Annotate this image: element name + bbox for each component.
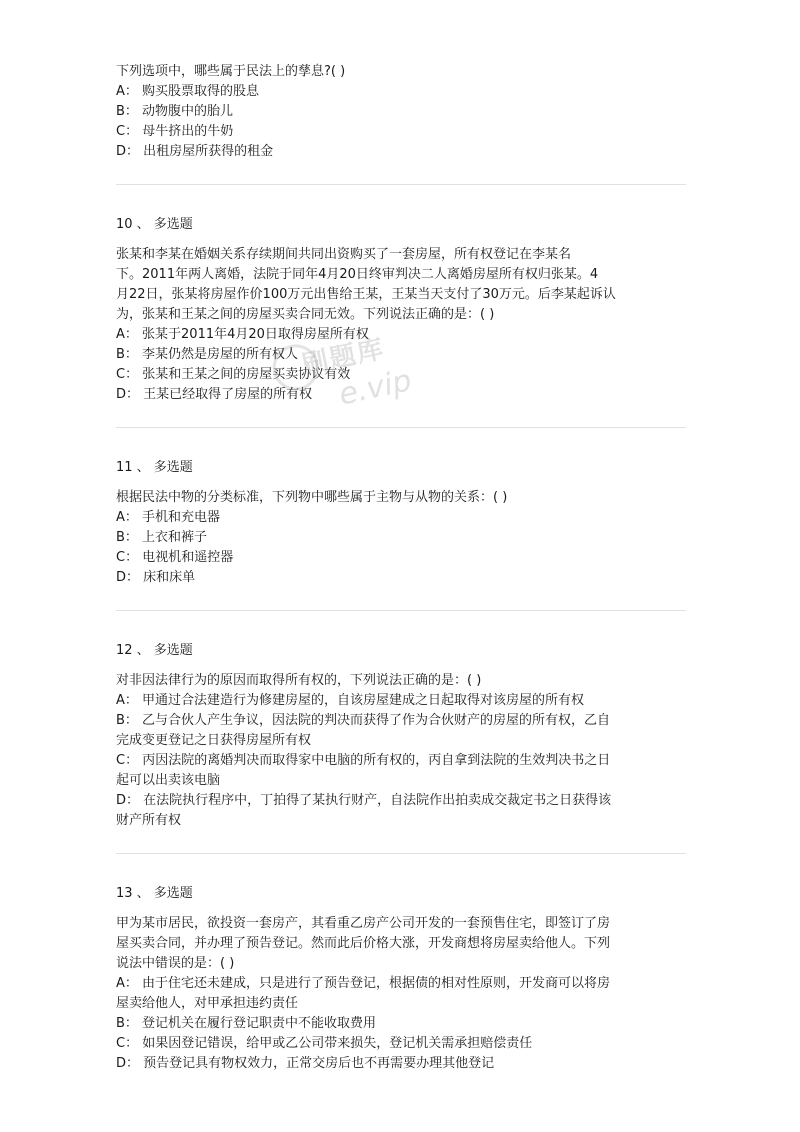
- option-a: A： 购买股票取得的股息: [116, 84, 260, 99]
- option-line: C： 如果因登记错误，给甲或乙公司带来损失，登记机关需承担赔偿责任: [116, 1036, 533, 1051]
- divider: [116, 184, 686, 185]
- option-b: B： 动物腹中的胎儿: [116, 104, 234, 119]
- question-10: [116, 215, 686, 405]
- stem-line: 月22日，张某将房屋作价100万元出售给王某，王某当天支付了30万元。后李某起诉认: [116, 287, 616, 302]
- option-line: 屋卖给他人，对甲承担违约责任: [116, 996, 299, 1011]
- divider: [116, 427, 686, 428]
- option-line: A： 由于住宅还未建成，只是进行了预告登记，根据债的相对性原则，开发商可以将房: [116, 976, 611, 991]
- stem-line: 根据民法中物的分类标准，下列物中哪些属于主物与从物的关系：( ): [116, 490, 508, 505]
- question-13: [116, 884, 686, 1074]
- option-line: 完成变更登记之日获得房屋所有权: [116, 733, 312, 748]
- option-c: C： 电视机和遥控器: [116, 550, 234, 565]
- option-line: B： 乙与合伙人产生争议，因法院的判决而获得了作为合伙财产的房屋的所有权，乙自: [116, 713, 611, 728]
- stem-line: 说法中错误的是：( ): [116, 956, 235, 971]
- question-9: [116, 62, 686, 162]
- question-header: 10 、 多选题: [116, 217, 193, 232]
- option-d: D： 出租房屋所获得的租金: [116, 144, 274, 159]
- question-stem: 下列选项中，哪些属于民法上的孳息?( ): [116, 64, 346, 79]
- option-line: C： 丙因法院的离婚判决而取得家中电脑的所有权的，丙自拿到法院的生效判决书之日: [116, 753, 611, 768]
- question-11: [116, 458, 686, 588]
- question-header: 12 、 多选题: [116, 643, 193, 658]
- option-line: B： 登记机关在履行登记职责中不能收取费用: [116, 1016, 377, 1031]
- option-b: B： 上衣和裤子: [116, 530, 208, 545]
- option-c: C： 母牛挤出的牛奶: [116, 124, 234, 139]
- question-header: 11 、 多选题: [116, 460, 193, 475]
- option-c: C： 张某和王某之间的房屋买卖协议有效: [116, 367, 351, 382]
- stem-line: 对非因法律行为的原因而取得所有权的，下列说法正确的是：( ): [116, 673, 482, 688]
- option-b: B： 李某仍然是房屋的所有权人: [116, 347, 299, 362]
- watermark-text: 刷题库: [299, 333, 388, 381]
- option-a: A： 手机和充电器: [116, 510, 221, 525]
- stem-line: 下。2011年两人离婚，法院于同年4月20日终审判决二人离婚房屋所有权归张某。4: [116, 267, 599, 282]
- option-d: D： 王某已经取得了房屋的所有权: [116, 387, 313, 402]
- question-12: [116, 641, 686, 831]
- option-line: D： 在法院执行程序中，丁拍得了某执行财产，自法院作出拍卖成交裁定书之日获得该: [116, 793, 612, 808]
- stem-line: 为，张某和王某之间的房屋买卖合同无效。下列说法正确的是：( ): [116, 307, 495, 322]
- stem-line: 甲为某市居民，欲投资一套房产，其看重乙房产公司开发的一套预售住宅，即签订了房: [116, 916, 611, 931]
- option-a: A： 张某于2011年4月20日取得房屋所有权: [116, 327, 369, 342]
- divider: [116, 610, 686, 611]
- stem-line: 屋买卖合同，并办理了预告登记。然而此后价格大涨，开发商想将房屋卖给他人。下列: [116, 936, 611, 951]
- option-line: D： 预告登记具有物权效力，正常交房后也不再需要办理其他登记: [116, 1056, 495, 1071]
- divider: [116, 853, 686, 854]
- option-line: A： 甲通过合法建造行为修建房屋的，自该房屋建成之日起取得对该房屋的所有权: [116, 693, 585, 708]
- question-header: 13 、 多选题: [116, 886, 193, 901]
- option-d: D： 床和床单: [116, 570, 196, 585]
- option-line: 财产所有权: [116, 813, 182, 828]
- option-line: 起可以出卖该电脑: [116, 773, 221, 788]
- watermark-domain: e.vip: [335, 363, 415, 413]
- stem-line: 张某和李某在婚姻关系存续期间共同出资购买了一套房屋，所有权登记在李某名: [116, 247, 572, 262]
- document-page: [116, 62, 686, 1074]
